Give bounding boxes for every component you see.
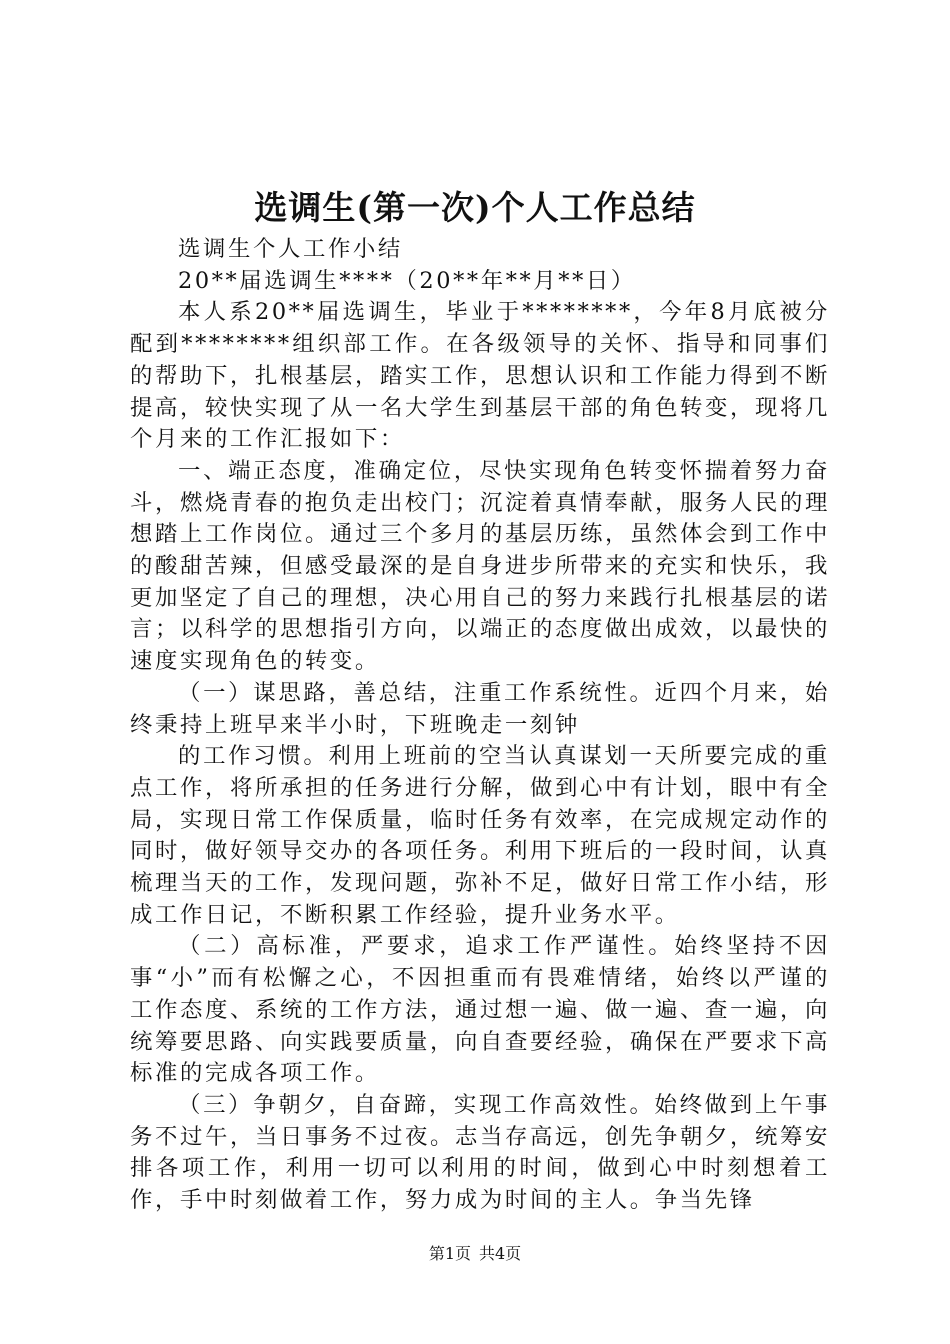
subtitle: 选调生个人工作小结 <box>178 236 403 262</box>
page-footer <box>0 1242 950 1266</box>
paragraph-intro: 本人系20**届选调生，毕业于********，今年8月底被分配到********组织部工作。在各级领导的关怀、指导和同事们的帮助下，扎根基层，踏实工作，思想认识和工作能力得到不断提高，较快实现了从一名大学生到基层干部的角色转变，现将几个月来的工作汇报如下： <box>130 299 830 453</box>
page-number: 第1页 <box>428 1244 471 1263</box>
paragraph-subsection-1-cont: 的工作习惯。利用上班前的空当认真谋划一天所要完成的重点工作，将所承担的任务进行分解，做到心中有计划，眼中有全局，实现日常工作保质量，临时任务有效率，在完成规定动作的同时，做好领导交办的各项任务。利用下班后的一段时间，认真梳理当天的工作，发现问题，弥补不足，做好日常工作小结，形成工作日记，不断积累工作经验，提升业务水平。 <box>130 743 830 928</box>
document-body <box>130 234 830 1217</box>
page-total: 共4页 <box>479 1244 522 1263</box>
document-title: 选调生(第一次)个人工作总结 <box>254 188 696 227</box>
paragraph-subsection-2: （二）高标准，严要求，追求工作严谨性。始终坚持不因事“小”而有松懈之心，不因担重而有畏难情绪，始终以严谨的工作态度、系统的工作方法，通过想一遍、做一遍、查一遍，向统筹要思路、向实践要质量，向自查要经验，确保在严要求下高标准的完成各项工作。 <box>130 933 830 1087</box>
author-line: 20**届选调生****（20**年**月**日） <box>178 267 636 294</box>
paragraph-section-1: 一、端正态度，准确定位，尽快实现角色转变怀揣着努力奋斗，燃烧青春的抱负走出校门；沉淀着真情奉献，服务人民的理想踏上工作岗位。通过三个多月的基层历练，虽然体会到工作中的酸甜苦辣，但感受最深的是自身进步所带来的充实和快乐，我更加坚定了自己的理想，决心用自己的努力来践行扎根基层的诺言；以科学的思想指引方向，以端正的态度做出成效，以最快的速度实现角色的转变。 <box>130 457 830 675</box>
paragraph-subsection-3: （三）争朝夕，自奋蹄，实现工作高效性。始终做到上午事务不过午，当日事务不过夜。志当存高远，创先争朝夕，统筹安排各项工作，利用一切可以利用的时间，做到心中时刻想着工作，手中时刻做着工作，努力成为时间的主人。争当先锋 <box>130 1091 830 1214</box>
paragraph-subsection-1: （一）谋思路，善总结，注重工作系统性。近四个月来，始终秉持上班早来半小时，下班晚走一刻钟 <box>130 679 830 738</box>
